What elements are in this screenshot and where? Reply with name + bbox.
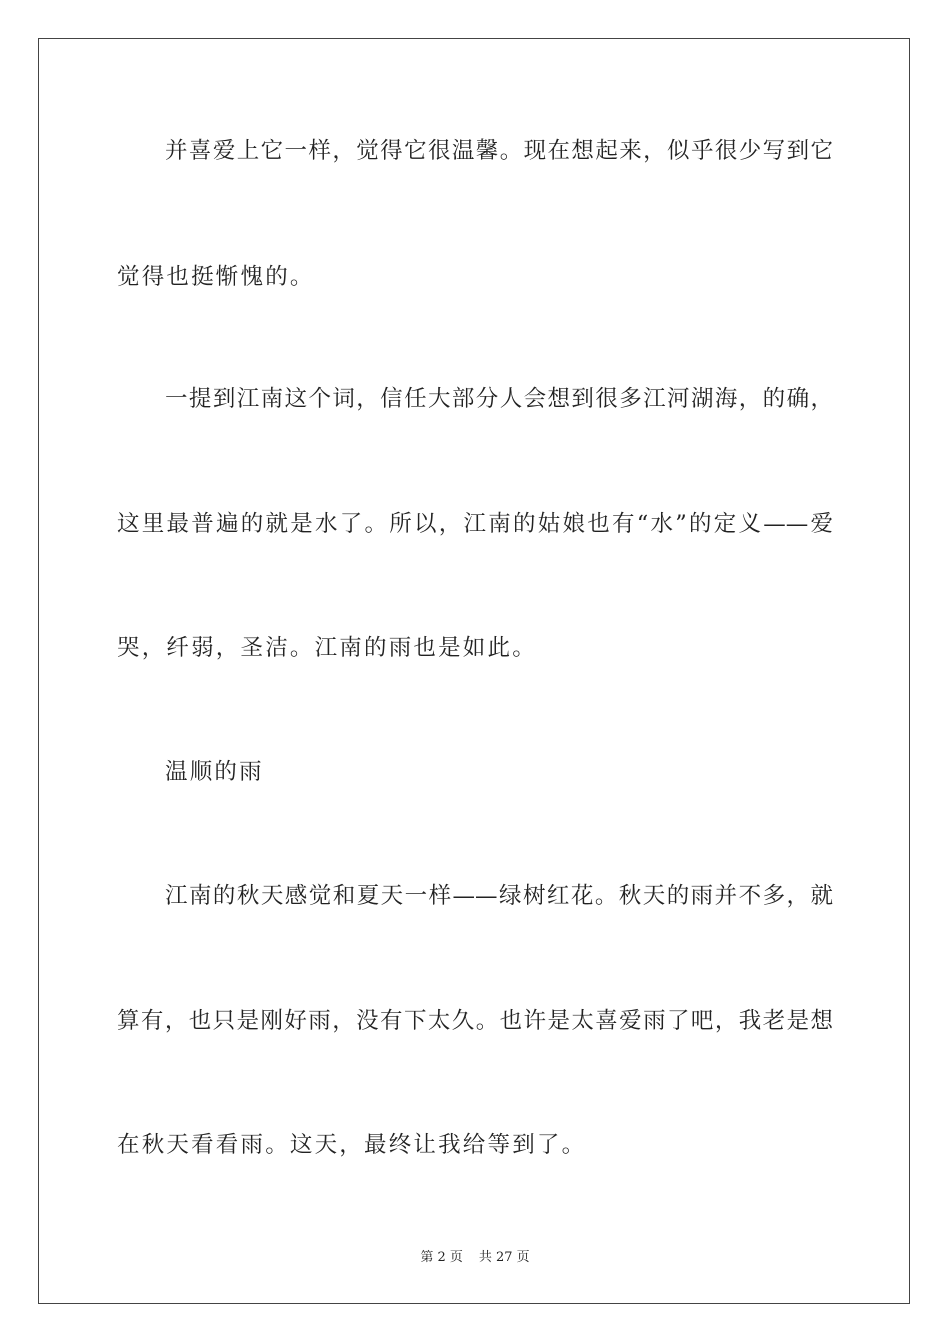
paragraph-line: 算有，也只是刚好雨，没有下太久。也许是太喜爱雨了吧，我老是想 <box>117 1008 833 1034</box>
paragraph-line: 在秋天看看雨。这天，最终让我给等到了。 <box>117 1132 587 1158</box>
paragraph-line: 并喜爱上它一样，觉得它很温馨。现在想起来，似乎很少写到它 <box>165 138 833 164</box>
paragraph-line: 一提到江南这个词，信任大部分人会想到很多江河湖海，的确， <box>165 386 833 412</box>
paragraph-line: 这里最普遍的就是水了。所以，江南的姑娘也有“水”的定义——爱 <box>117 511 833 537</box>
paragraph-line: 哭，纤弱，圣洁。江南的雨也是如此。 <box>117 635 537 661</box>
paragraph-line: 觉得也挺惭愧的。 <box>117 264 315 290</box>
page-footer <box>0 1246 950 1265</box>
paragraph-line: 江南的秋天感觉和夏天一样——绿树红花。秋天的雨并不多，就 <box>165 883 833 909</box>
page-number: 第 2 页 <box>420 1250 463 1265</box>
section-heading: 温顺的雨 <box>165 759 264 785</box>
page-total: 共 27 页 <box>478 1250 530 1265</box>
page-border <box>38 38 910 1304</box>
